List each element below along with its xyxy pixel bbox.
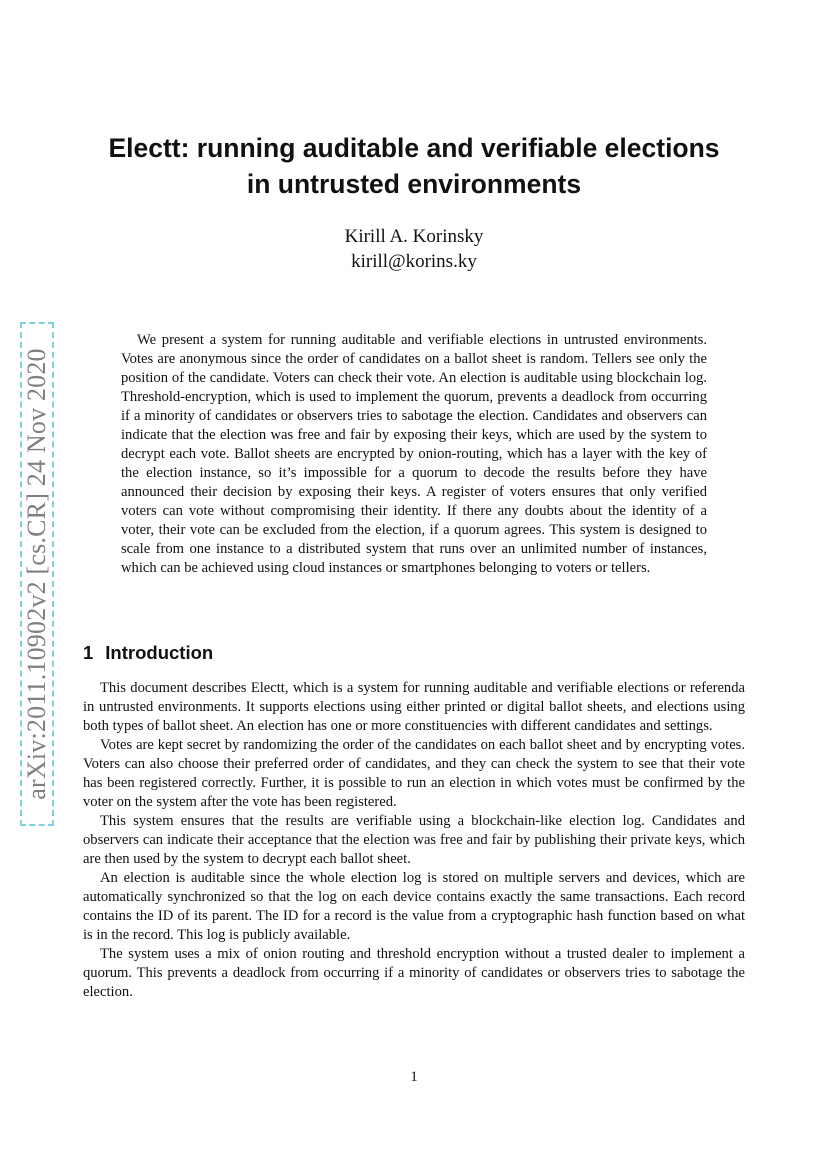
paragraph: The system uses a mix of onion routing and threshold encryption without a trusted dealer to implement a quorum. This prevents a deadlock from occurring if a minority of candidates or observers tries to sabotage the election. (83, 946, 745, 1000)
abstract: We present a system for running auditable and verifiable elections in untrusted environments. Votes are anonymous since the order of candidates on a ballot sheet is random. Tellers see only the position of the candidate. Voters can check their vote. An election is auditable using blockchain log. Threshold-encryption, which is used to implement the quorum, prevents a deadlock from occurring if a minority of candidates or observers tries to sabotage the election. Candidates and observers can indicate that the election was free and fair by exposing their keys, which are used by the system to decrypt each vote. Ballot sheets are encrypted by onion-routing, which has a layer with the key of the election instance, so it’s impossible for a quorum to decode the results before they have announced their decision by exposing their keys. A register of voters ensures that only verified voters can vote without compromising their identity. If there any doubts about the identity of a voter, their vote can be excluded from the election, if a quorum agrees. This system is designed to scale from one instance to a distributed system that runs over an unlimited number of instances, which can be achieved using cloud instances or smartphones belonging to voters or tellers. (121, 332, 707, 576)
paper-title-line-1: Electt: running auditable and verifiable elections (108, 133, 720, 163)
introduction-body (83, 679, 745, 1002)
paragraph: This document describes Electt, which is a system for running auditable and verifiable elections or referenda in untrusted environments. It supports elections using either printed or digital ballot sheets, and elections using both types of ballot sheet. An election has one or more constituencies with different candidates and settings. (83, 680, 745, 734)
author-name: Kirill A. Korinsky (344, 226, 484, 247)
arxiv-identifier: arXiv:2011.10902v2 [cs.CR] 24 Nov 2020 (22, 348, 51, 800)
section-title: Introduction (105, 642, 214, 663)
author-email: kirill@korins.ky (351, 251, 477, 272)
paragraph: Votes are kept secret by randomizing the order of the candidates on each ballot sheet and by encrypting votes. Voters can also choose their preferred order of candidates, and they can check the system to see that their vote has been registered correctly. Further, it is possible to run an election in which votes must be confirmed by the voter on the system after the vote has been registered. (83, 737, 745, 810)
paper-title (80, 130, 748, 202)
section-number: 1 (83, 642, 94, 663)
paragraph: This system ensures that the results are verifiable using a blockchain-like election log. Candidates and observers can indicate their acceptance that the election was free and fair by publishing their private keys, which are then used by the system to decrypt each ballot sheet. (83, 813, 745, 867)
author-block (80, 224, 748, 274)
paper-title-line-2: in untrusted environments (246, 169, 582, 199)
page-number: 1 (410, 1069, 418, 1085)
section-heading (83, 640, 213, 666)
paragraph: An election is auditable since the whole election log is stored on multiple servers and devices, which are automatically synchronized so that the log on each device contains exactly the same transactions. Each record contains the ID of its parent. The ID for a record is the value from a cryptographic hash function based on what is in the record. This log is publicly available. (83, 870, 745, 943)
